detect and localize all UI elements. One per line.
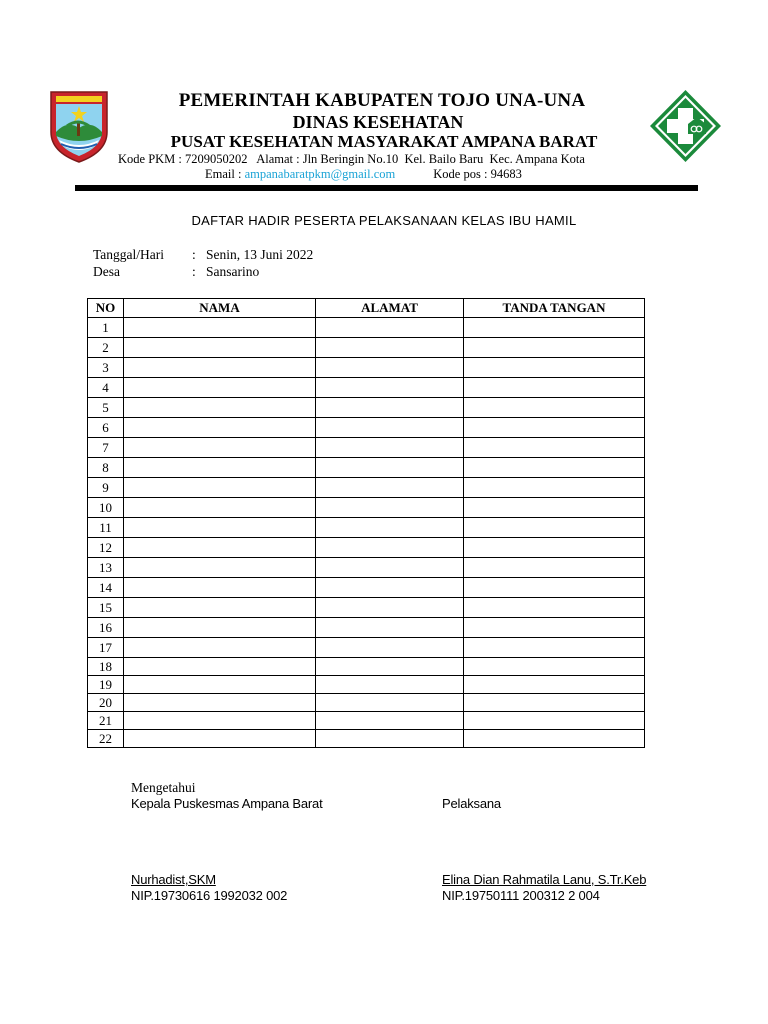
signature-cell[interactable] [464,578,645,598]
table-row [88,730,645,748]
name-cell[interactable] [124,318,316,338]
table-row [88,358,645,378]
implementer-label: Pelaksana [442,796,501,811]
signature-cell[interactable] [464,318,645,338]
document-title: DAFTAR HADIR PESERTA PELAKSANAAN KELAS IBU HAMIL [191,213,577,228]
row-number: 9 [88,478,124,498]
table-row [88,338,645,358]
row-number: 13 [88,558,124,578]
signature-cell[interactable] [464,498,645,518]
name-cell[interactable] [124,538,316,558]
village-separator: : [192,264,196,279]
implementer-name: Elina Dian Rahmatila Lanu, S.Tr.Keb [442,872,647,887]
row-number: 1 [88,318,124,338]
signature-cell[interactable] [464,694,645,712]
name-cell[interactable] [124,712,316,730]
date-value: Senin, 13 Juni 2022 [206,247,314,262]
signature-cell[interactable] [464,358,645,378]
address-cell[interactable] [316,358,464,378]
name-cell[interactable] [124,478,316,498]
village-label: Desa [93,264,120,279]
date-row [93,247,313,263]
address-cell[interactable] [316,338,464,358]
address-cell[interactable] [316,538,464,558]
table-row [88,458,645,478]
table-header-row [88,299,645,318]
table-row [88,712,645,730]
table-row [88,518,645,538]
address-cell[interactable] [316,676,464,694]
table-row [88,478,645,498]
row-number: 8 [88,458,124,478]
header-nama: NAMA [124,299,316,318]
header-no: NO [88,299,124,318]
table-row [88,658,645,676]
header-address-line: Kode PKM : 7209050202 Alamat : Jln Beringin No.10 Kel. Bailo Baru Kec. Ampana Kota [118,152,585,166]
name-cell[interactable] [124,638,316,658]
date-separator: : [192,247,196,262]
address-cell[interactable] [316,712,464,730]
name-cell[interactable] [124,458,316,478]
table-row [88,558,645,578]
name-cell[interactable] [124,418,316,438]
attendance-table [87,298,645,748]
address-cell[interactable] [316,638,464,658]
table-row [88,398,645,418]
row-number: 18 [88,658,124,676]
name-cell[interactable] [124,518,316,538]
village-row [93,264,259,280]
row-number: 10 [88,498,124,518]
address-cell[interactable] [316,518,464,538]
row-number: 21 [88,712,124,730]
header-contact-line [205,167,522,182]
head-nip: NIP.19730616 1992032 002 [131,888,288,903]
address-cell[interactable] [316,318,464,338]
name-cell[interactable] [124,598,316,618]
address-cell[interactable] [316,730,464,748]
name-cell[interactable] [124,438,316,458]
signature-cell[interactable] [464,730,645,748]
email-link[interactable]: ampanabaratpkm@gmail.com [244,167,396,181]
row-number: 12 [88,538,124,558]
name-cell[interactable] [124,578,316,598]
row-number: 16 [88,618,124,638]
signature-cell[interactable] [464,638,645,658]
name-cell[interactable] [124,676,316,694]
table-row [88,498,645,518]
signature-cell[interactable] [464,712,645,730]
header-tanda-tangan: TANDA TANGAN [464,299,645,318]
signature-cell[interactable] [464,438,645,458]
postal-code: Kode pos : 94683 [433,167,522,181]
signature-cell[interactable] [464,598,645,618]
implementer-nip: NIP.19750111 200312 2 004 [442,888,600,903]
header-puskesmas-title: PUSAT KESEHATAN MASYARAKAT AMPANA BARAT [170,132,598,151]
name-cell[interactable] [124,558,316,578]
name-cell[interactable] [124,378,316,398]
signature-cell[interactable] [464,558,645,578]
address-cell[interactable] [316,578,464,598]
row-number: 20 [88,694,124,712]
signature-cell[interactable] [464,676,645,694]
name-cell[interactable] [124,338,316,358]
row-number: 19 [88,676,124,694]
row-number: 14 [88,578,124,598]
signature-cell[interactable] [464,378,645,398]
name-cell[interactable] [124,498,316,518]
head-position-label: Kepala Puskesmas Ampana Barat [131,796,323,811]
row-number: 22 [88,730,124,748]
header-alamat: ALAMAT [316,299,464,318]
name-cell[interactable] [124,618,316,638]
table-row [88,438,645,458]
name-cell[interactable] [124,658,316,676]
header-department-title: DINAS KESEHATAN [292,112,464,132]
row-number: 17 [88,638,124,658]
address-cell[interactable] [316,378,464,398]
name-cell[interactable] [124,398,316,418]
row-number: 11 [88,518,124,538]
signature-cell[interactable] [464,538,645,558]
signature-cell[interactable] [464,658,645,676]
row-number: 2 [88,338,124,358]
address-cell[interactable] [316,694,464,712]
table-body [88,318,645,748]
address-cell[interactable] [316,458,464,478]
name-cell[interactable] [124,358,316,378]
address-cell[interactable] [316,558,464,578]
address-cell[interactable] [316,478,464,498]
signature-cell[interactable] [464,338,645,358]
address-cell[interactable] [316,598,464,618]
address-cell[interactable] [316,498,464,518]
signature-cell[interactable] [464,618,645,638]
table-row [88,638,645,658]
row-number: 7 [88,438,124,458]
signature-cell[interactable] [464,398,645,418]
name-cell[interactable] [124,730,316,748]
email-label: Email : [205,167,245,181]
address-cell[interactable] [316,398,464,418]
row-number: 15 [88,598,124,618]
signature-cell[interactable] [464,458,645,478]
acknowledged-label: Mengetahui [131,780,196,795]
table-row [88,676,645,694]
table-row [88,318,645,338]
table-row [88,378,645,398]
header-government-title: PEMERINTAH KABUPATEN TOJO UNA-UNA [178,90,586,111]
address-cell[interactable] [316,658,464,676]
table-row [88,618,645,638]
signature-cell[interactable] [464,418,645,438]
signature-cell[interactable] [464,518,645,538]
row-number: 6 [88,418,124,438]
table-row [88,538,645,558]
date-label: Tanggal/Hari [93,247,165,262]
table-row [88,598,645,618]
address-cell[interactable] [316,618,464,638]
table-row [88,418,645,438]
address-cell[interactable] [316,418,464,438]
table-row [88,694,645,712]
row-number: 5 [88,398,124,418]
name-cell[interactable] [124,694,316,712]
table-row [88,578,645,598]
row-number: 3 [88,358,124,378]
head-name: Nurhadist,SKM [131,872,216,887]
header-divider [75,185,698,191]
village-value: Sansarino [206,264,260,279]
row-number: 4 [88,378,124,398]
signature-cell[interactable] [464,478,645,498]
address-cell[interactable] [316,438,464,458]
